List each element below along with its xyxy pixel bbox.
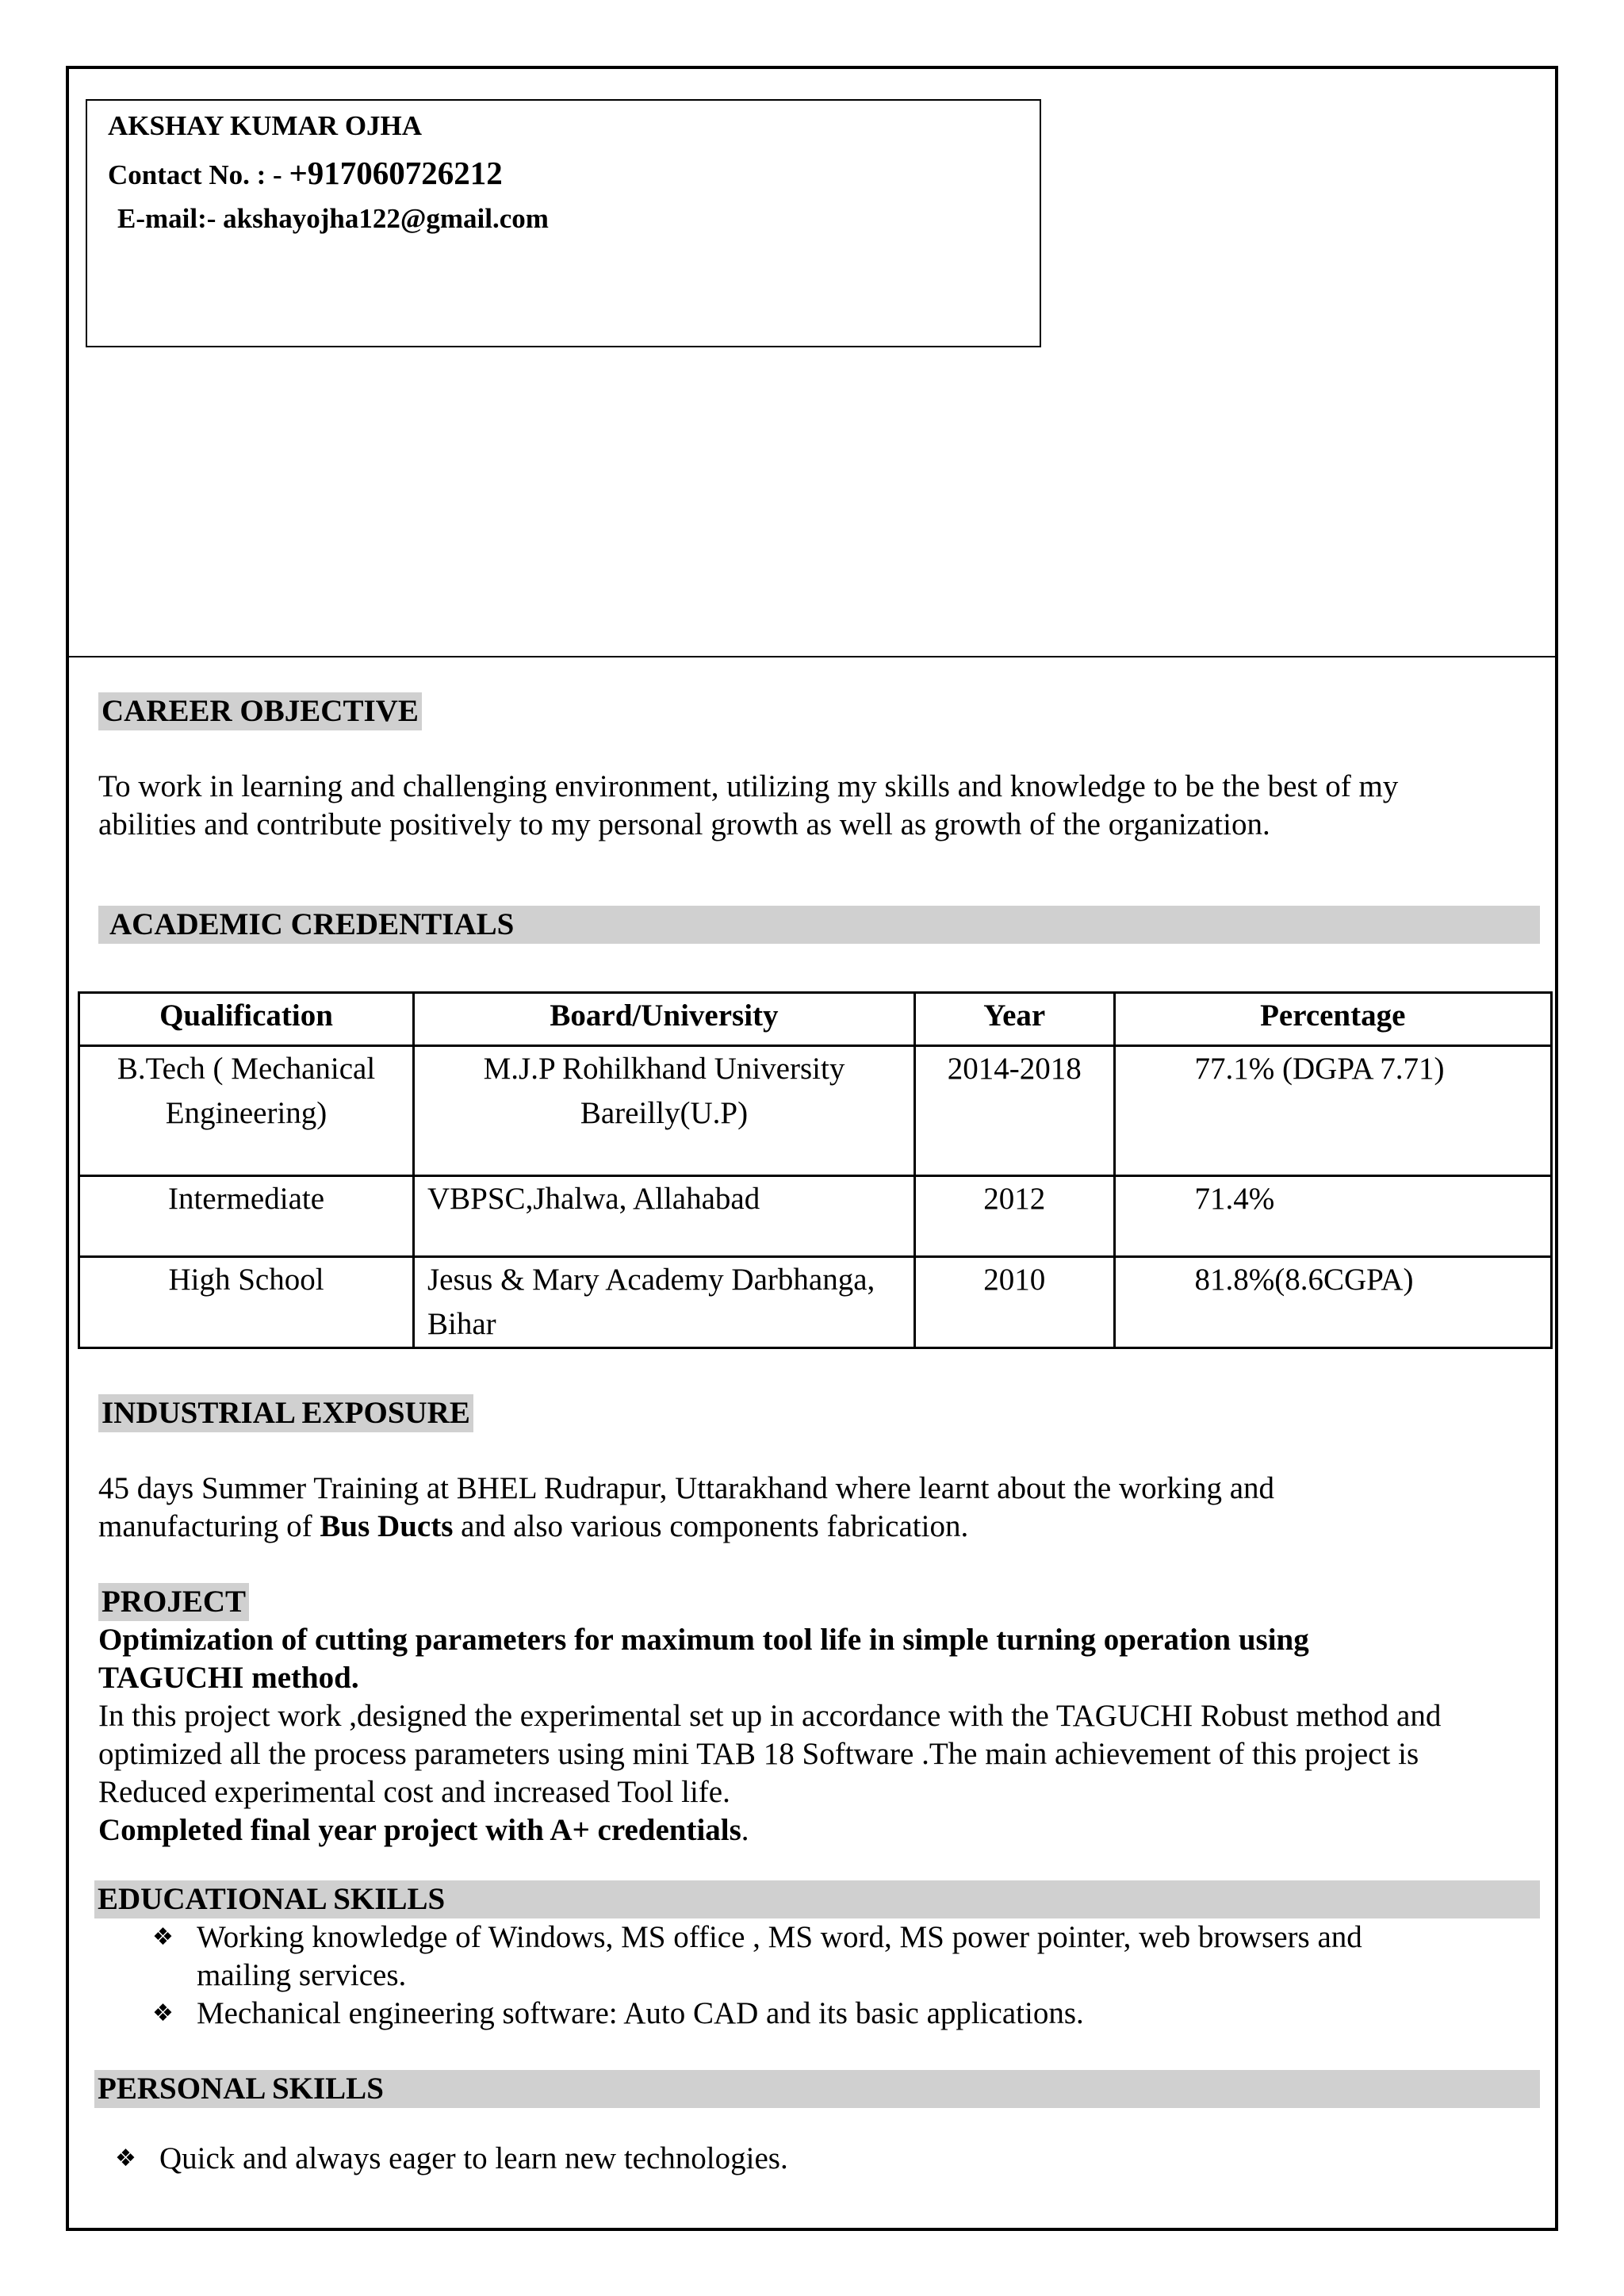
career-objective-line: abilities and contribute positively to my personal growth as well as growth of the organization. xyxy=(98,807,1270,841)
cell-percentage: 71.4% xyxy=(1114,1176,1551,1257)
diamond-bullet-icon: ❖ xyxy=(152,1999,174,2027)
list-item xyxy=(115,2140,1526,2178)
list-item xyxy=(152,1995,1532,2033)
cell-year: 2014-2018 xyxy=(914,1046,1114,1176)
career-objective-text xyxy=(98,768,1398,844)
candidate-name: AKSHAY KUMAR OJHA xyxy=(108,110,423,141)
cell-line: Jesus & Mary Academy Darbhanga, xyxy=(427,1263,875,1297)
cell-year: 2012 xyxy=(914,1176,1114,1257)
cell-line: Engineering) xyxy=(165,1096,327,1130)
list-item-line: mailing services. xyxy=(197,1958,407,1992)
table-row xyxy=(79,1046,1552,1176)
cell-line: High School xyxy=(168,1263,324,1297)
cell-board xyxy=(414,1257,915,1348)
column-header: Qualification xyxy=(79,993,414,1046)
list-item-line: Mechanical engineering software: Auto CAD and its basic applications. xyxy=(197,1996,1084,2030)
cell-board xyxy=(414,1176,915,1257)
project-text xyxy=(98,1621,1441,1849)
cell-line: Bareilly(U.P) xyxy=(580,1096,749,1130)
section-heading-academic: ACADEMIC CREDENTIALS xyxy=(98,906,1540,944)
text-run-bold: Completed final year project with A+ credentials xyxy=(98,1813,741,1847)
industrial-line: 45 days Summer Training at BHEL Rudrapur, Uttarakhand where learnt about the working and xyxy=(98,1471,1275,1505)
table-header-row xyxy=(79,993,1552,1046)
cell-board xyxy=(414,1046,915,1176)
text-run-bold: Bus Ducts xyxy=(320,1509,454,1543)
project-completed-line xyxy=(98,1811,1441,1849)
column-header: Board/University xyxy=(414,993,915,1046)
text-run: and also various components fabrication. xyxy=(453,1509,969,1543)
career-objective-line: To work in learning and challenging environment, utilizing my skills and knowledge to be the best of my xyxy=(98,769,1399,803)
column-header: Percentage xyxy=(1114,993,1551,1046)
project-title-line: TAGUCHI method. xyxy=(98,1661,359,1695)
list-item xyxy=(152,1918,1532,1995)
list-item-line: Working knowledge of Windows, MS office , MS word, MS power pointer, web browsers and xyxy=(197,1920,1362,1954)
cell-line: B.Tech ( Mechanical xyxy=(117,1052,376,1086)
list-item-line: Quick and always eager to learn new technologies. xyxy=(159,2141,788,2175)
cell-line: VBPSC,Jhalwa, Allahabad xyxy=(427,1182,760,1216)
table-row xyxy=(79,1176,1552,1257)
table-row xyxy=(79,1257,1552,1348)
industrial-text xyxy=(98,1470,1274,1546)
section-heading-industrial: INDUSTRIAL EXPOSURE xyxy=(98,1394,473,1432)
educational-skills-list xyxy=(152,1918,1532,2033)
diamond-bullet-icon: ❖ xyxy=(152,1923,174,1951)
cell-qualification xyxy=(79,1176,414,1257)
project-desc-line: Reduced experimental cost and increased Tool life. xyxy=(98,1775,730,1809)
academic-table xyxy=(78,991,1553,1349)
cell-line: Bihar xyxy=(427,1307,496,1341)
project-desc-line: In this project work ,designed the experimental set up in accordance with the TAGUCHI Robust method and xyxy=(98,1699,1442,1733)
header-divider xyxy=(66,656,1558,657)
contact-label: Contact No. : - xyxy=(108,159,289,190)
cell-year: 2010 xyxy=(914,1257,1114,1348)
cell-line: Intermediate xyxy=(167,1182,325,1216)
cell-line: M.J.P Rohilkhand University xyxy=(483,1052,845,1086)
cell-qualification xyxy=(79,1257,414,1348)
contact-number: +917060726212 xyxy=(289,155,503,191)
cell-percentage: 77.1% (DGPA 7.71) xyxy=(1114,1046,1551,1176)
diamond-bullet-icon: ❖ xyxy=(115,2145,136,2172)
cell-percentage: 81.8%(8.6CGPA) xyxy=(1114,1257,1551,1348)
project-title-line: Optimization of cutting parameters for maximum tool life in simple turning operation using xyxy=(98,1623,1309,1657)
text-run: . xyxy=(741,1813,749,1847)
section-heading-career-objective: CAREER OBJECTIVE xyxy=(98,692,422,730)
industrial-line xyxy=(98,1508,1274,1546)
contact-line xyxy=(108,154,503,192)
text-run: manufacturing of xyxy=(98,1509,320,1543)
project-desc-line: optimized all the process parameters using mini TAB 18 Software .The main achievement of this project is xyxy=(98,1737,1419,1771)
email-line: E-mail:- akshayojha122@gmail.com xyxy=(117,203,549,234)
column-header: Year xyxy=(914,993,1114,1046)
section-heading-personal-skills: PERSONAL SKILLS xyxy=(94,2070,1540,2108)
section-heading-project: PROJECT xyxy=(98,1583,249,1621)
personal-skills-list xyxy=(115,2140,1526,2178)
section-heading-educational-skills: EDUCATIONAL SKILLS xyxy=(94,1880,1540,1918)
cell-qualification xyxy=(79,1046,414,1176)
